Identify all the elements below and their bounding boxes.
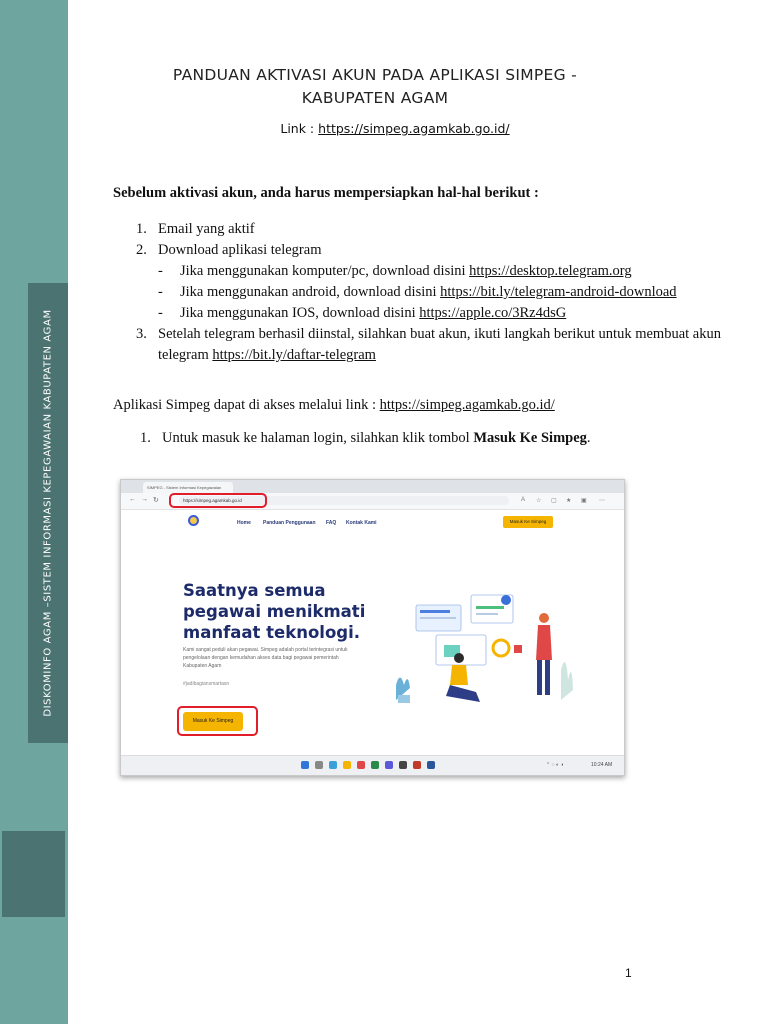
list-text: Setelah telegram berhasil diinstal, silahkan buat akun, ikuti langkah berikut untuk membuat akun telegram: [158, 326, 721, 363]
telegram-android-link[interactable]: https://bit.ly/telegram-android-download: [440, 284, 677, 300]
dash-marker: -: [158, 284, 163, 300]
headline-line: manfaat teknologi.: [183, 623, 361, 642]
daftar-telegram-link[interactable]: https://bit.ly/daftar-telegram: [212, 347, 376, 363]
taskbar-clock: 10:24 AM: [591, 762, 613, 768]
requirements-list: [136, 219, 721, 366]
access-text: Aplikasi Simpeg dapat di akses melalui link :: [113, 397, 380, 413]
sidebar-block: [2, 831, 65, 917]
list-text: Jika menggunakan IOS, download disini: [180, 305, 420, 321]
sidebar-vertical-text: DISKOMINFO AGAM –SISTEM INFORMASI KEPEGAWAIAN KABUPATEN AGAM: [42, 309, 54, 717]
simpeg-link[interactable]: https://simpeg.agamkab.go.id/: [318, 121, 510, 136]
step-end: .: [586, 430, 591, 446]
website-screenshot: [120, 479, 625, 776]
step-bold-text: Masuk Ke Simpeg: [473, 430, 587, 446]
menu-faq: FAQ: [326, 520, 337, 526]
telegram-desktop-link[interactable]: https://desktop.telegram.org: [469, 263, 632, 279]
page-number: 1: [625, 966, 632, 980]
hero-login-button: Masuk Ke Simpeg: [183, 712, 243, 731]
collections-icon: ▣: [581, 498, 587, 504]
menu-guide: Panduan Penggunaan: [263, 520, 316, 526]
headline-line: pegawai menikmati: [183, 602, 366, 621]
url-highlight-box: [169, 493, 267, 508]
telegram-ios-link[interactable]: https://apple.co/3Rz4dsG: [419, 305, 567, 321]
app-icon: [357, 761, 365, 769]
simpeg-access-link[interactable]: https://simpeg.agamkab.go.id/: [379, 397, 555, 413]
button-highlight-box: [177, 706, 258, 736]
extension-icon: ▢: [551, 498, 557, 504]
dash-marker: -: [158, 305, 163, 321]
title-line-2: KABUPATEN AGAM: [301, 89, 449, 107]
hero-subtext: Kami sangat peduli akan pegawai. Simpeg adalah portal terintegrasi untuk pengelolaan dengan kemudahan akses data bagi pegawai pemerintah Kabupaten Agam: [183, 647, 348, 669]
edge-icon: [329, 761, 337, 769]
simpeg-logo: [188, 515, 199, 526]
windows-taskbar: [121, 755, 624, 776]
prep-heading: Sebelum aktivasi akun, anda harus mempersiapkan hal-hal berikut :: [113, 185, 539, 201]
translate-icon: A: [521, 497, 526, 503]
pdf-icon: [413, 761, 421, 769]
sub-list-item: [136, 282, 721, 303]
list-item: [136, 324, 721, 366]
word-icon: [427, 761, 435, 769]
search-icon: [315, 761, 323, 769]
document-title: [130, 64, 620, 110]
dash-marker: -: [158, 263, 163, 279]
tray-icons: ⌃ ◌ ◐ ◑: [546, 762, 564, 768]
step-number: 1.: [140, 430, 151, 446]
hero-illustration: [376, 590, 576, 715]
menu-contact: Kontak Kami: [346, 520, 377, 526]
reload-icon: ↻: [153, 497, 159, 504]
forward-icon: →: [141, 496, 148, 503]
list-text: Email yang aktif: [158, 221, 255, 237]
sub-list-item: [136, 261, 721, 282]
list-text: Jika menggunakan komputer/pc, download disini: [180, 263, 470, 279]
link-line: [230, 121, 560, 136]
back-icon: ←: [129, 496, 136, 503]
explorer-icon: [343, 761, 351, 769]
sub-list-item: [136, 303, 721, 324]
hero-headline: [183, 580, 365, 643]
browser-tab-bar: [121, 480, 624, 493]
step-text: Untuk masuk ke halaman login, silahkan klik tombol: [162, 430, 474, 446]
top-login-button: Masuk Ke Simpeg: [503, 516, 553, 528]
list-text: Download aplikasi telegram: [158, 242, 322, 258]
menu-home: Home: [237, 520, 251, 526]
star-icon: ☆: [536, 498, 542, 504]
windows-start-icon: [301, 761, 309, 769]
excel-icon: [371, 761, 379, 769]
more-icon: ⋯: [599, 498, 605, 504]
list-number: 2.: [136, 242, 147, 258]
step-item: [140, 430, 591, 447]
headline-line: Saatnya semua: [183, 581, 326, 600]
app-icon: [399, 761, 407, 769]
list-text: Jika menggunakan android, download disini: [180, 284, 441, 300]
access-line: [113, 397, 555, 414]
list-number: 1.: [136, 221, 147, 237]
favorites-icon: ★: [566, 498, 572, 504]
browser-tab: SIMPEG - Sistem Informasi Kepegawaian: [143, 482, 233, 493]
hero-hashtag: #jadibagiansmartasn: [183, 681, 230, 687]
link-label: Link :: [280, 121, 315, 136]
list-item: [136, 219, 721, 240]
address-bar: https://simpeg.agamkab.go.id: [179, 496, 509, 505]
title-line-1: PANDUAN AKTIVASI AKUN PADA APLIKASI SIMPEG -: [172, 66, 578, 84]
list-number: 3.: [136, 326, 147, 342]
app-icon: [385, 761, 393, 769]
list-item: [136, 240, 721, 261]
